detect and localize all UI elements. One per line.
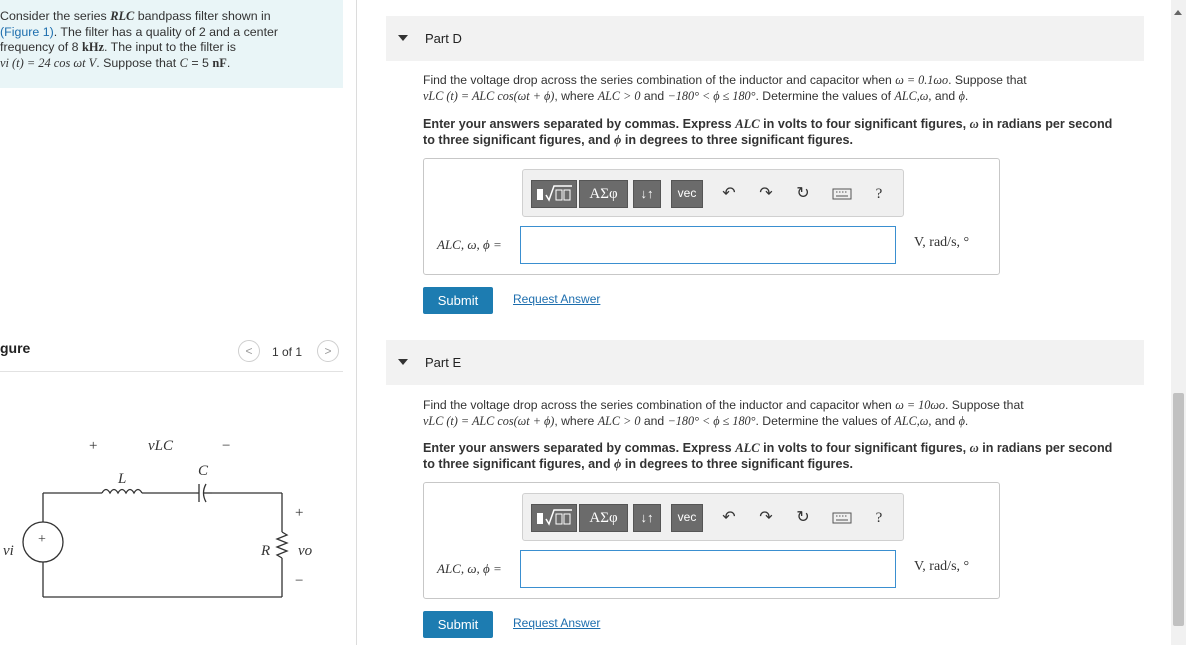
templates-button[interactable] [531,180,577,208]
answer-label: ALC, ω, ϕ = [437,561,502,576]
reset-icon[interactable]: ↻ [796,185,810,202]
intro-nf: nF [212,55,227,70]
resistor-label: R [261,543,271,559]
part-e-question: Find the voltage drop across the series combination of the inductor and capacitor when ω = 10ωo. Suppose that vLC (t) = ALC cos(ωt + ϕ), where ALC > 0 and −180° < ϕ ≤ 180°. Determine the values of ALC,ω, and ϕ. [423,398,1024,428]
prev-figure-button[interactable]: < [238,340,260,362]
vo-plus-label: + [295,505,304,521]
subscript-superscript-button[interactable]: ↓↑ [633,180,661,208]
intro-text-8: . [226,55,231,70]
scroll-up-arrow-icon[interactable] [1174,10,1182,15]
circuit-diagram [0,420,343,610]
templates-icon [532,181,576,207]
vo-label: vo [298,543,313,559]
figure-link[interactable]: (Figure 1) [0,24,54,39]
help-button[interactable]: ? [875,186,883,202]
part-e-instructions: Enter your answers separated by commas. Express ALC in volts to four significant figures, ω in radians per second to three significant figures, and ϕ in degrees to three significant figures. [423,441,1113,471]
intro-input-equation: vi (t) = 24 cos ωt V [0,55,97,70]
subscript-superscript-button[interactable]: ↓↑ [633,504,661,532]
intro-text-4: frequency of 8 [0,40,82,55]
vlc-plus-label: + [89,438,98,454]
scrollbar-thumb[interactable] [1173,393,1184,626]
capacitor-label: C [198,463,209,479]
intro-rlc: RLC [110,9,135,23]
intro-c: C [179,55,188,70]
math-toolbar [522,493,904,541]
part-d-question: Find the voltage drop across the series combination of the inductor and capacitor when ω = 0.1ωo. Suppose that vLC (t) = ALC cos(ωt + ϕ), where ALC > 0 and −180° < ϕ ≤ 180°. Determine the values of ALC,ω, and ϕ. [423,73,1027,103]
part-d-header[interactable] [386,16,1144,61]
templates-icon [532,505,576,531]
part-e-header[interactable] [386,340,1144,385]
help-button[interactable]: ? [875,510,883,526]
inductor-label: L [118,471,127,487]
problem-intro [0,0,343,88]
resistor-symbol [277,532,287,558]
vlc-label: vLC [148,438,174,454]
part-e-title: Part E [425,355,462,370]
inductor-symbol [102,490,142,494]
redo-icon[interactable]: ↷ [759,185,773,202]
intro-text-1: Consider the series [0,9,111,23]
figure-title: gure [0,340,31,356]
intro-text-2: bandpass filter shown in [134,9,271,23]
vi-label: vi [3,543,14,559]
answer-input[interactable] [520,226,896,264]
templates-button[interactable] [531,504,577,532]
part-d-instructions: Enter your answers separated by commas. Express ALC in volts to four significant figures, ω in radians per second to three significant figures, and ϕ in degrees to three significant figures. [423,117,1113,147]
part-d-title: Part D [425,31,462,46]
intro-text-7: = 5 [187,55,213,70]
answer-units: V, rad/s, ° [914,559,970,574]
redo-icon[interactable]: ↷ [759,509,773,526]
figure-count: 1 of 1 [272,345,303,359]
intro-text-3: . The filter has a quality of 2 and a center [53,24,279,39]
greek-symbols-button[interactable]: ΑΣφ [579,180,628,208]
request-answer-link[interactable]: Request Answer [513,616,601,630]
vlc-minus-label: − [222,438,231,454]
answer-units: V, rad/s, ° [914,235,970,250]
source-plus-label: + [38,532,46,547]
undo-icon[interactable]: ↶ [722,185,736,202]
intro-text-5: . The input to the filter is [104,40,237,55]
part-d-answer-box [423,158,1000,275]
part-e-answer-box [423,482,1000,599]
keyboard-icon[interactable] [829,181,855,207]
answer-label: ALC, ω, ϕ = [437,237,502,252]
vector-button[interactable]: vec [671,180,703,208]
submit-button[interactable]: Submit [423,287,493,314]
collapse-caret-icon[interactable] [398,359,408,365]
reset-icon[interactable]: ↻ [796,509,810,526]
greek-symbols-button[interactable]: ΑΣφ [579,504,628,532]
left-pane [0,0,357,645]
intro-text [0,9,330,71]
submit-button[interactable]: Submit [423,611,493,638]
intro-khz: kHz [81,40,104,55]
vector-button[interactable]: vec [671,504,703,532]
undo-icon[interactable]: ↶ [722,509,736,526]
request-answer-link[interactable]: Request Answer [513,292,601,306]
answer-input[interactable] [520,550,896,588]
keyboard-icon[interactable] [829,505,855,531]
figure-divider [0,371,343,372]
intro-text-6: . Suppose that [96,55,180,70]
next-figure-button[interactable]: > [317,340,339,362]
math-toolbar [522,169,904,217]
collapse-caret-icon[interactable] [398,35,408,41]
vo-minus-label: − [295,573,304,589]
